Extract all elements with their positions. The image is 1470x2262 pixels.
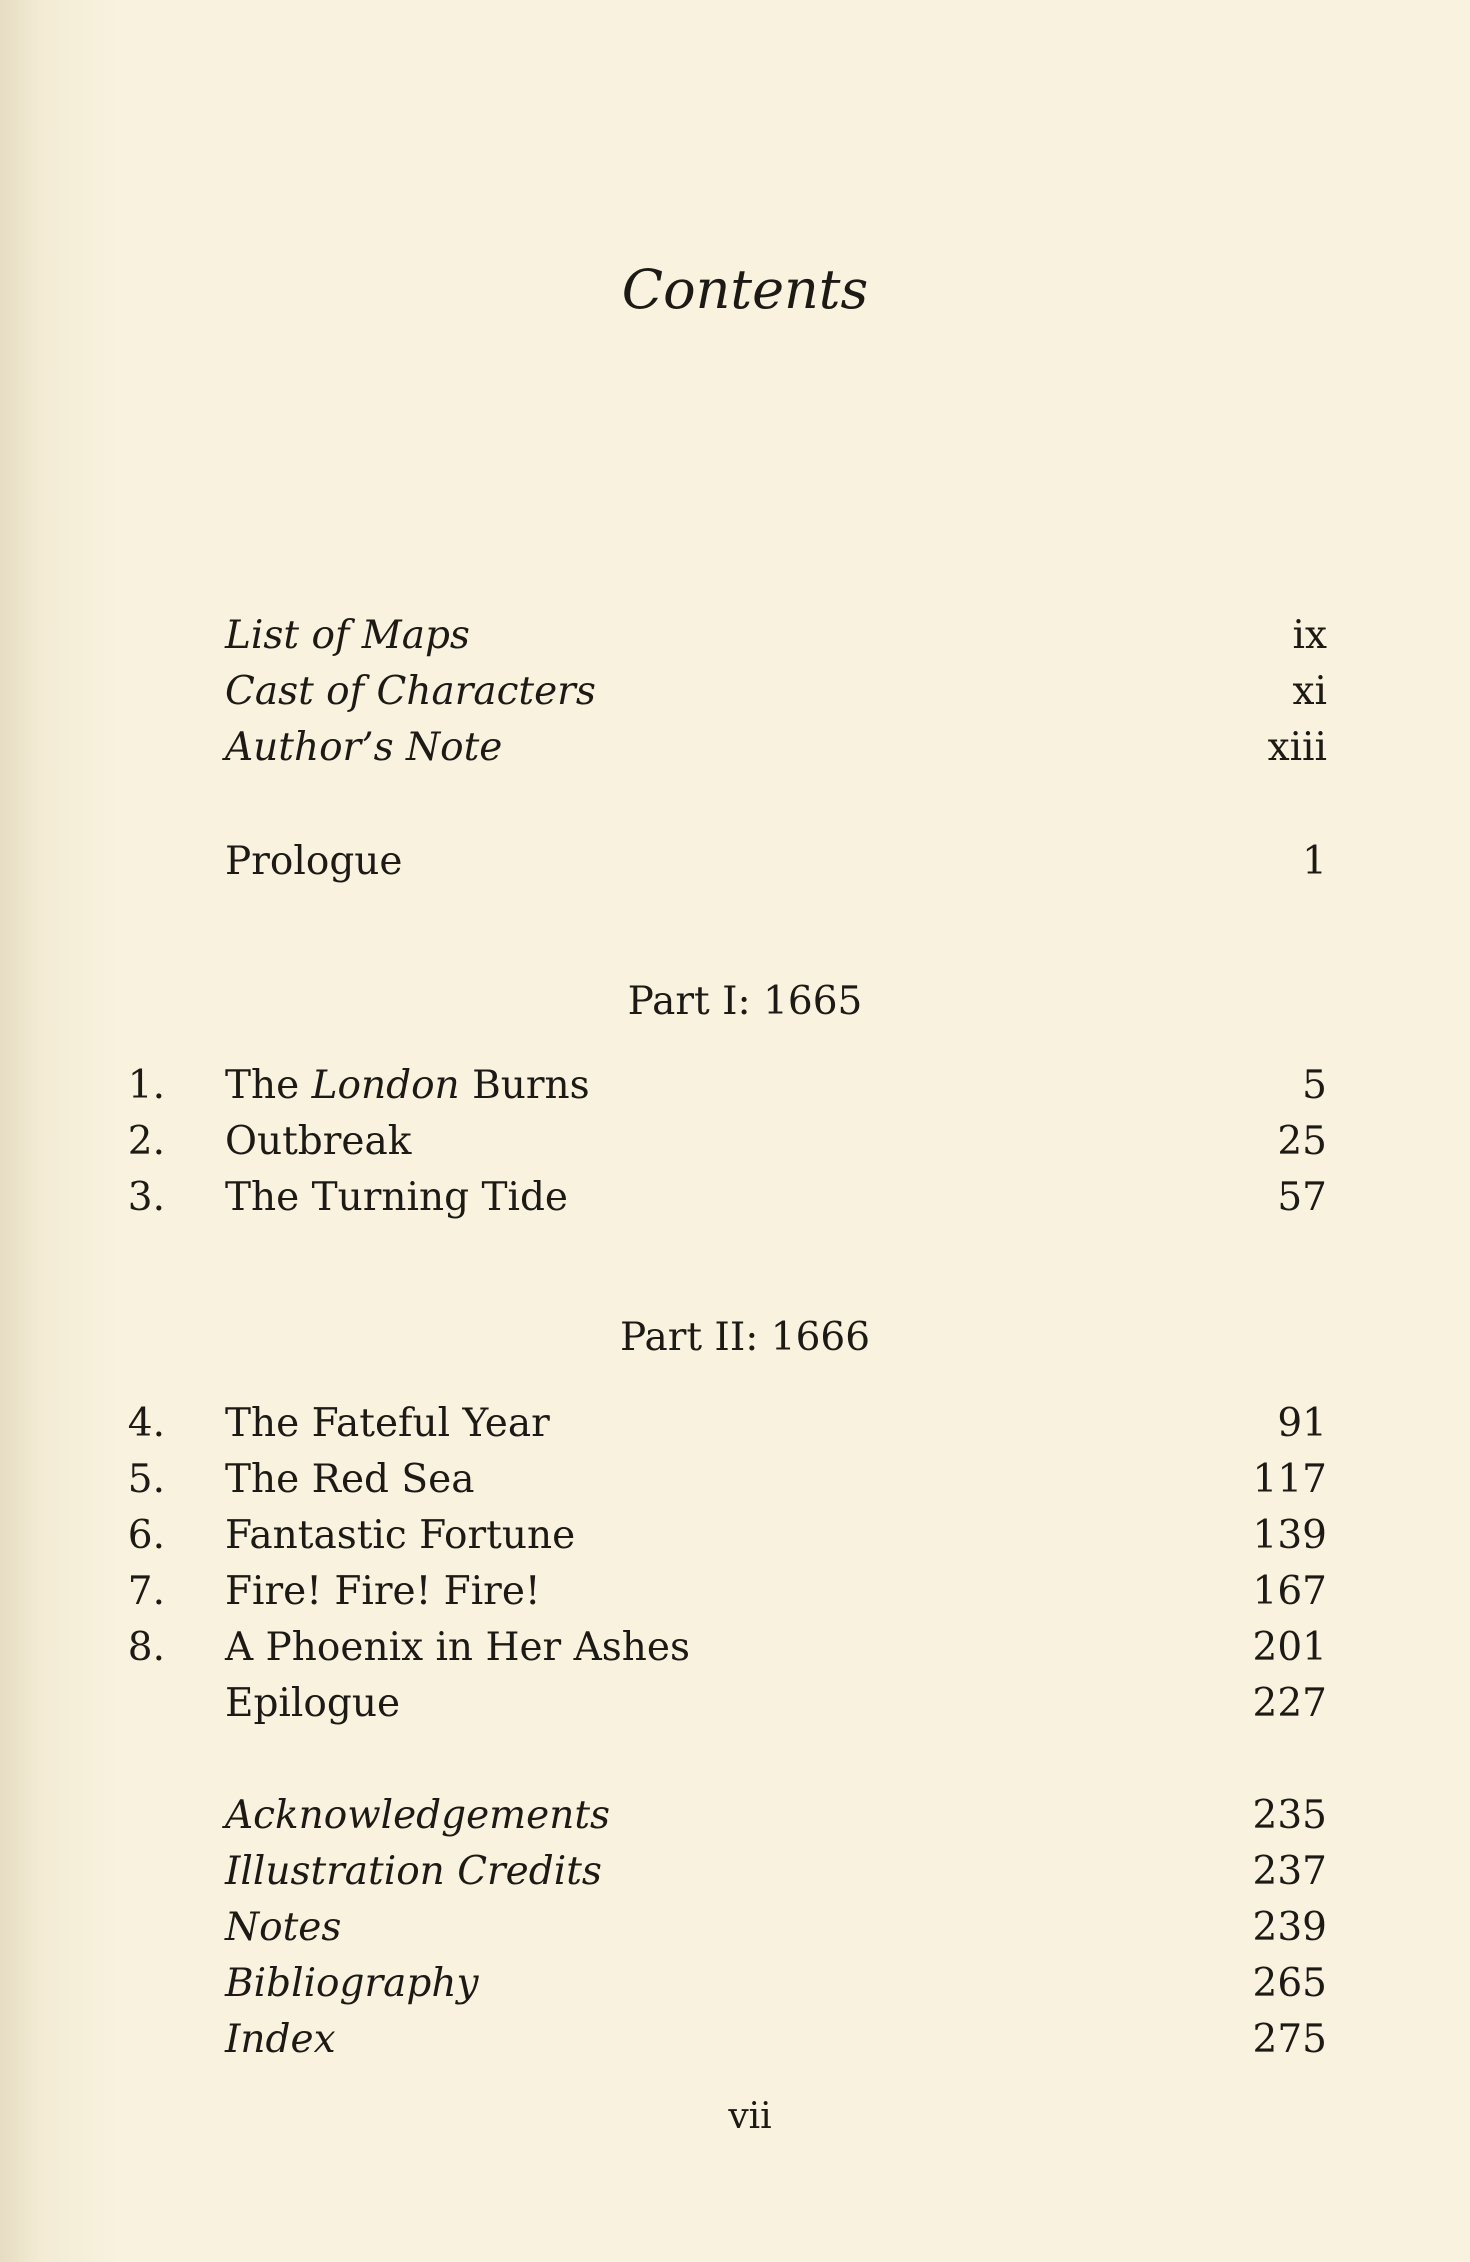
entry-label: Cast of Characters [225,669,596,714]
entry-page: 201 [1252,1625,1327,1670]
entry-page: 239 [1252,1905,1327,1950]
entry-page: 227 [1252,1681,1327,1726]
entry-page: 117 [1252,1457,1327,1502]
chapter-number: 6. [127,1513,165,1558]
entry-label: Bibliography [225,1961,479,2006]
toc-chapter [0,1452,1470,1508]
part-heading: Part II: 1666 [619,1315,871,1360]
entry-page: 5 [1302,1063,1327,1108]
entry-label: Notes [225,1905,342,1950]
chapter-number: 8. [127,1625,165,1670]
chapter-number: 5. [127,1457,165,1502]
entry-label: Prologue [225,839,403,884]
entry-page: 139 [1252,1513,1327,1558]
page-number: vii [728,2096,772,2137]
entry-label: Epilogue [225,1681,401,1726]
chapter-number: 3. [127,1175,165,1220]
chapter-title: Outbreak [225,1119,412,1164]
toc-entry-epilogue [0,1676,1470,1732]
chapter-number: 1. [127,1063,165,1108]
chapter-title: The Turning Tide [225,1175,568,1220]
toc-entry [0,1788,1470,1844]
toc-entry [0,2012,1470,2068]
toc-chapter [0,1396,1470,1452]
entry-label: Index [225,2017,336,2062]
toc-entry [0,1844,1470,1900]
chapter-number: 2. [127,1119,165,1164]
entry-page: 237 [1252,1849,1327,1894]
entry-page: 25 [1277,1119,1327,1164]
entry-page: xiii [1267,725,1327,770]
entry-page: 167 [1252,1569,1327,1614]
toc-chapter [0,1620,1470,1676]
chapter-title: A Phoenix in Her Ashes [225,1625,690,1670]
page-title: Contents [621,258,869,321]
entry-page: 275 [1252,2017,1327,2062]
entry-page: 57 [1277,1175,1327,1220]
chapter-title: Fantastic Fortune [225,1513,576,1558]
chapter-title: Fire! Fire! Fire! [225,1569,541,1614]
chapter-number: 7. [127,1569,165,1614]
chapter-number: 4. [127,1401,165,1446]
toc-entry [0,608,1470,664]
toc-chapter [0,1564,1470,1620]
entry-label: Author’s Note [225,725,503,770]
entry-page: ix [1292,613,1327,658]
chapter-title: The London Burns [225,1063,590,1108]
entry-page: 265 [1252,1961,1327,2006]
part-heading: Part I: 1665 [627,979,863,1024]
entry-page: 1 [1302,839,1327,884]
entry-label: Acknowledgements [225,1793,611,1838]
toc-entry [0,664,1470,720]
toc-chapter [0,1508,1470,1564]
toc-entry-prologue [0,834,1470,890]
toc-entry [0,1956,1470,2012]
toc-entry [0,720,1470,776]
chapter-title: The Red Sea [225,1457,475,1502]
toc-entry [0,1900,1470,1956]
toc-chapter [0,1114,1470,1170]
entry-page: 235 [1252,1793,1327,1838]
entry-label: List of Maps [225,613,470,658]
entry-label: Illustration Credits [225,1849,602,1894]
entry-page: 91 [1277,1401,1327,1446]
toc-chapter [0,1170,1470,1226]
chapter-title: The Fateful Year [225,1401,550,1446]
toc-chapter [0,1058,1470,1114]
entry-page: xi [1292,669,1327,714]
